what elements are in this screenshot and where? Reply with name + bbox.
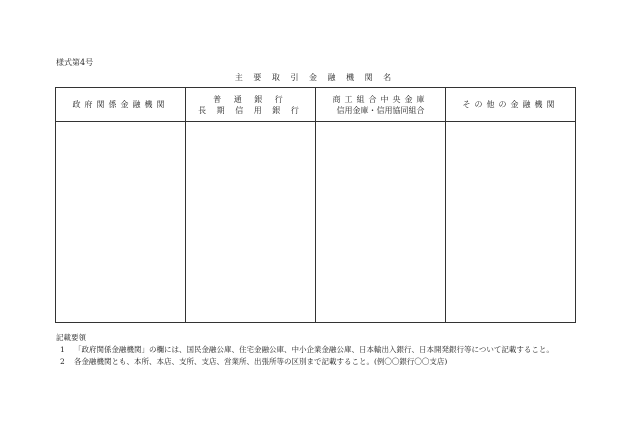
instruction-item bbox=[56, 344, 592, 356]
column-header-line: 長 期 信 用 銀 行 bbox=[198, 105, 303, 115]
column-header-line: 普 通 銀 行 bbox=[213, 94, 288, 104]
instruction-text: 「政府関係金融機関」の欄には、国民金融公庫、住宅金融公庫、中小企業金融公庫、日本輸出入銀行、日本開発銀行等について記載すること。 bbox=[74, 345, 554, 354]
table-header-row bbox=[56, 88, 576, 122]
shoko-chukin-shinkin-field[interactable] bbox=[316, 122, 446, 323]
column-header-government-institutions bbox=[56, 88, 186, 122]
column-header-other-institutions bbox=[446, 88, 576, 122]
instruction-item bbox=[56, 356, 592, 368]
ordinary-banks-field[interactable] bbox=[186, 122, 316, 323]
column-header-line: 商工組合中央金庫 bbox=[332, 94, 429, 104]
instruction-number: 1 bbox=[60, 345, 65, 354]
government-institutions-field[interactable] bbox=[56, 122, 186, 323]
instructions-heading: 記載要領 bbox=[56, 333, 86, 342]
column-header-shoko-chukin-shinkin bbox=[316, 88, 446, 122]
column-header-line: 政府関係金融機関 bbox=[72, 100, 169, 109]
other-institutions-field[interactable] bbox=[446, 122, 576, 323]
instruction-number: 2 bbox=[60, 357, 65, 366]
financial-institutions-table bbox=[55, 87, 576, 323]
instruction-text: 各金融機関とも、本所、本店、支所、支店、営業所、出張所等の区別まで記載すること。(例〇〇銀行〇〇支店) bbox=[74, 357, 448, 366]
column-header-ordinary-banks bbox=[186, 88, 316, 122]
filing-instructions bbox=[56, 332, 592, 368]
column-header-line: その他の金融機関 bbox=[462, 100, 559, 109]
form-number: 様式第4号 bbox=[56, 58, 94, 67]
form-title: 主 要 取 引 金 融 機 関 名 bbox=[234, 73, 396, 82]
column-header-line: 信用金庫・信用協同組合 bbox=[336, 105, 425, 115]
table-body-row bbox=[56, 122, 576, 323]
